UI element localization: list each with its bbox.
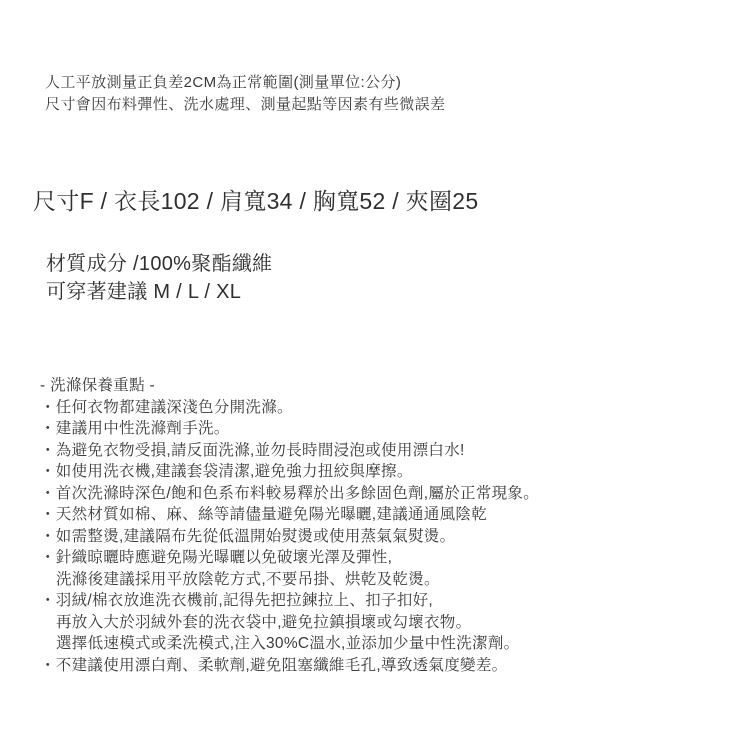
care-item: ・針織晾曬時應避免陽光曝曬以免破壞光澤及彈性, — [40, 549, 393, 566]
care-instructions — [40, 375, 539, 676]
measurement-note — [45, 72, 445, 116]
fit-advice: 可穿著建議 M / L / XL — [46, 281, 242, 303]
measurement-note-line1: 人工平放測量正負差2CM為正常範圍(測量單位:公分) — [45, 74, 402, 91]
care-item-continuation: 選擇低速模式或柔洗模式,注入30%C溫水,並添加少量中性洗潔劑。 — [56, 635, 520, 652]
care-item: ・不建議使用漂白劑、柔軟劑,避免阻塞纖維毛孔,導致透氣度變差。 — [40, 656, 508, 674]
care-item: ・為避免衣物受損,請反面洗滌,並勿長時間浸泡或使用漂白水! — [40, 441, 465, 459]
care-item-continuation: 再放入大於羽絨外套的洗衣袋中,避免拉鎮損壞或勾壞衣物。 — [56, 613, 472, 631]
measurement-note-line2: 尺寸會因布料彈性、洗水處理、測量起點等因素有些微誤差 — [45, 96, 446, 113]
care-item: ・首次洗滌時深色/飽和色系布料較易釋於出多餘固色劑,屬於正常現象。 — [40, 484, 540, 502]
care-item: ・天然材質如棉、麻、絲等請儘量避免陽光曝曬,建議通通風陰乾 — [40, 506, 488, 523]
size-spec: 尺寸F / 衣長102 / 肩寬34 / 胸寬52 / 夾圈25 — [33, 188, 479, 214]
care-header: - 洗滌保養重點 - — [40, 377, 155, 394]
care-item-continuation: 洗滌後建議採用平放陰乾方式,不要吊掛、烘乾及乾燙。 — [56, 570, 440, 588]
care-item: ・任何衣物都建議深淺色分開洗滌。 — [40, 398, 293, 416]
care-item: ・建議用中性洗滌劑手洗。 — [40, 420, 230, 437]
care-item: ・如需整燙,建議隔布先從低溫開始熨燙或使用蒸氣氣熨燙。 — [40, 527, 456, 545]
care-item: ・羽絨/棉衣放進洗衣機前,記得先把拉鍊拉上、扣子扣好, — [40, 592, 434, 609]
material-composition: 材質成分 /100%聚酯纖維 — [46, 253, 273, 275]
material-info — [46, 250, 272, 306]
care-item: ・如使用洗衣機,建議套袋清潔,避免強力扭絞與摩擦。 — [40, 463, 413, 480]
